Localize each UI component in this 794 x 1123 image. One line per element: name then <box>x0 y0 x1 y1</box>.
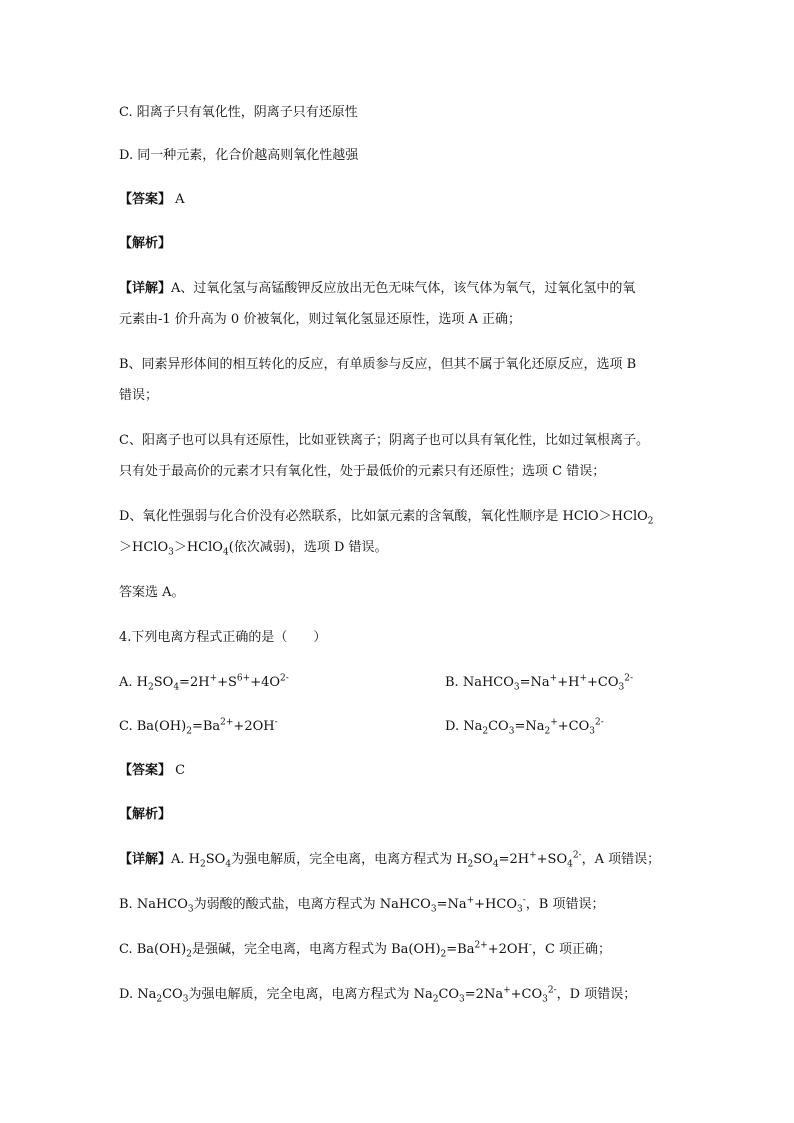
text: +2OH <box>487 942 529 957</box>
detail-label: 【详解】 <box>119 852 172 867</box>
subscript: 2 <box>432 994 439 1005</box>
text: =2H <box>498 852 530 867</box>
subscript: 3 <box>508 726 515 737</box>
subscript: 2 <box>440 949 447 960</box>
answer-value: C <box>175 763 186 778</box>
text: SO <box>205 852 226 867</box>
superscript: + <box>503 985 511 996</box>
q3-answer <box>119 191 185 209</box>
text: A. H <box>119 675 148 690</box>
superscript: + <box>209 673 218 684</box>
subscript: 3 <box>459 994 465 1005</box>
superscript: 2- <box>594 717 604 728</box>
q3-conclusion: 答案选 A。 <box>119 585 185 600</box>
superscript: 2- <box>624 673 633 684</box>
subscript: 3 <box>182 994 189 1005</box>
superscript: 2- <box>547 985 557 996</box>
text: +CO <box>586 675 619 690</box>
text: =Na <box>514 719 545 734</box>
text: 是强碱，完全电离，电离方程式为 Ba(OH) <box>191 942 441 957</box>
q4-detail-b <box>119 896 604 914</box>
subscript: 3 <box>168 547 174 558</box>
q3-detail-d-line2 <box>119 539 388 557</box>
text: D. Na <box>119 987 157 1002</box>
text: SO <box>153 675 174 690</box>
text: C. Ba(OH) <box>119 942 187 957</box>
subscript: 4 <box>567 859 573 870</box>
subscript: 4 <box>225 859 232 870</box>
subscript: 2 <box>544 726 551 737</box>
text: A. H <box>171 852 201 867</box>
superscript: + <box>466 895 475 906</box>
subscript: 2 <box>482 726 489 737</box>
q3-detail-c-line2: 只有处于最高价的元素才只有氧化性，处于最低价的元素只有还原性；选项 C 错误； <box>119 464 606 479</box>
superscript: + <box>579 673 587 684</box>
text: =Ba <box>191 719 221 734</box>
text: D. Na <box>445 719 483 734</box>
text: =Na <box>519 675 550 690</box>
text: 为强电解质，完全电离，电离方程式为 H <box>231 852 468 867</box>
superscript: 6+ <box>236 673 251 684</box>
subscript: 2 <box>647 516 654 527</box>
superscript: + <box>550 717 558 728</box>
q4-option-a <box>119 674 289 692</box>
subscript: 2 <box>186 949 192 960</box>
text: CO <box>162 987 183 1002</box>
q4-option-c <box>119 718 278 736</box>
subscript: 3 <box>513 682 520 693</box>
text: SO <box>473 852 493 867</box>
text: CO <box>488 719 509 734</box>
text: +CO <box>510 987 543 1002</box>
text: 为强电解质，完全电离，电离方程式为 Na <box>188 987 433 1002</box>
text: +SO <box>536 852 568 867</box>
text: ，C 项正确； <box>531 942 612 957</box>
answer-label: 【答案】 <box>119 763 172 778</box>
text: (依次减弱)，选项 D 错误。 <box>228 540 388 555</box>
superscript: - <box>274 717 278 728</box>
superscript: + <box>549 673 558 684</box>
text: =Ba <box>446 942 475 957</box>
q4-detail-d <box>119 986 636 1004</box>
subscript: 3 <box>430 904 437 915</box>
superscript: 2- <box>572 850 582 861</box>
text: 为弱酸的酸式盐，电离方程式为 NaHCO <box>193 897 431 912</box>
subscript: 2 <box>148 682 154 693</box>
q3-detail-b-line1: B、同素异形体间的相互转化的反应，有单质参与反应，但其不属于氧化还原反应，选项 B <box>119 357 637 372</box>
q3-detail-c-line1: C、阳离子也可以具有还原性，比如亚铁离子；阴离子也可以具有氧化性，比如过氧根离子。 <box>119 433 649 448</box>
detail-label: 【详解】 <box>119 281 172 296</box>
subscript: 2 <box>156 994 163 1005</box>
text: +HCO <box>474 897 517 912</box>
q4-analysis-label: 【解析】 <box>119 807 172 822</box>
subscript: 3 <box>187 904 194 915</box>
subscript: 3 <box>589 726 595 737</box>
text: =Na <box>436 897 467 912</box>
subscript: 2 <box>467 859 474 870</box>
q3-analysis-label: 【解析】 <box>119 236 172 251</box>
text: +H <box>557 675 580 690</box>
text: +CO <box>557 719 590 734</box>
q4-answer <box>119 762 185 780</box>
q3-option-d: D. 同一种元素，化合价越高则氧化性越强 <box>119 148 359 163</box>
text: ，D 项错误； <box>556 987 637 1002</box>
subscript: 4 <box>173 682 180 693</box>
text: =2H <box>179 675 210 690</box>
text: B. NaHCO <box>445 675 514 690</box>
subscript: 3 <box>516 904 523 915</box>
text: ＞HClO <box>173 540 223 555</box>
text: =2Na <box>464 987 504 1002</box>
subscript: 2 <box>200 859 206 870</box>
answer-value: A <box>175 192 185 207</box>
subscript: 3 <box>542 994 548 1005</box>
superscript: 2+ <box>474 940 488 951</box>
q4-stem: 4.下列电离方程式正确的是（ ） <box>119 630 327 645</box>
subscript: 2 <box>186 726 192 737</box>
text: ＞HClO <box>119 540 169 555</box>
q4-detail-a <box>119 851 660 869</box>
q4-option-b <box>445 674 633 692</box>
subscript: 3 <box>618 682 625 693</box>
superscript: 2- <box>280 673 289 684</box>
q3-option-c: C. 阳离子只有氧化性，阴离子只有还原性 <box>119 105 358 120</box>
superscript: + <box>529 850 537 861</box>
superscript: 2+ <box>220 717 234 728</box>
text: D、氧化性强弱与化合价没有必然联系，比如氯元素的含氧酸，氧化性顺序是 HClO＞HClO <box>119 509 648 524</box>
text: B. NaHCO <box>119 897 188 912</box>
q4-option-d <box>445 718 604 736</box>
text: ，A 项错误； <box>581 852 661 867</box>
text: CO <box>438 987 460 1002</box>
text: C. Ba(OH) <box>119 719 187 734</box>
q4-detail-c <box>119 941 611 959</box>
q3-detail-b-line2: 错误； <box>119 388 159 403</box>
subscript: 4 <box>222 547 229 558</box>
text: +S <box>217 675 237 690</box>
superscript: - <box>522 895 526 906</box>
superscript: - <box>528 940 532 951</box>
q3-detail-a-line2: 元素由-1 价升高为 0 价被氧化，则过氧化氢显还原性，选项 A 正确； <box>119 312 521 327</box>
detail-text: A、过氧化氢与高锰酸钾反应放出无色无味气体，该气体为氧气，过氧化氢中的氧 <box>171 281 636 296</box>
subscript: 4 <box>492 859 499 870</box>
text: +2OH <box>233 719 275 734</box>
text: +4O <box>250 675 281 690</box>
text: ，B 项错误； <box>525 897 605 912</box>
q3-detail-a-line1 <box>119 280 635 298</box>
q3-detail-d-line1 <box>119 508 654 526</box>
answer-label: 【答案】 <box>119 192 172 207</box>
